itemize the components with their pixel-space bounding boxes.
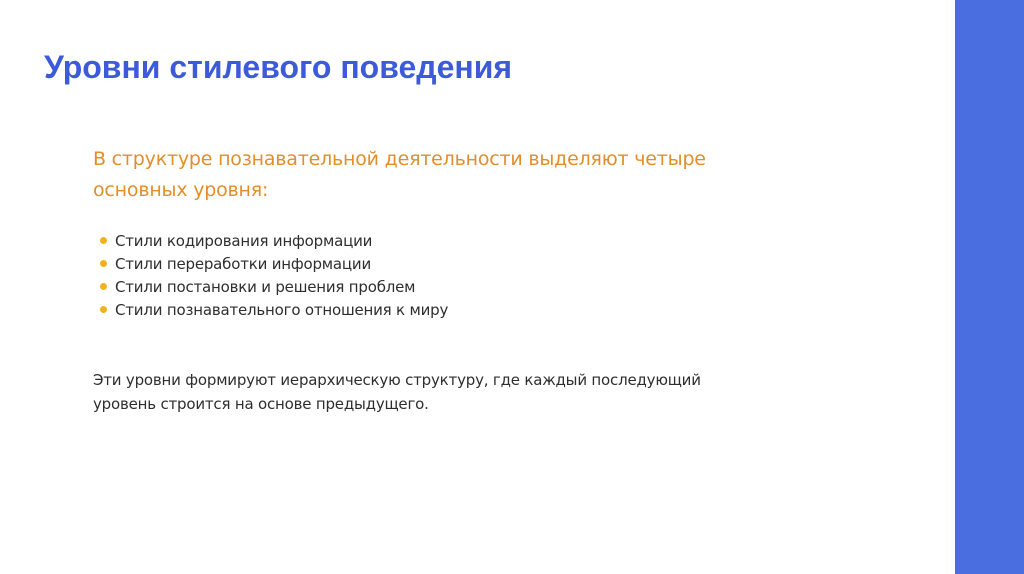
list-item [100, 298, 448, 321]
bullet-dot-icon [100, 260, 107, 267]
levels-list [100, 229, 448, 321]
slide-title: Уровни стилевого поведения [44, 49, 513, 85]
list-item-label: Стили познавательного отношения к миру [115, 300, 449, 319]
bullet-dot-icon [100, 237, 107, 244]
list-item [100, 275, 448, 298]
list-item-label: Стили постановки и решения проблем [115, 277, 416, 296]
bullet-dot-icon [100, 283, 107, 290]
decorative-side-band [955, 0, 1024, 574]
list-item-label: Стили переработки информации [115, 254, 371, 273]
list-item [100, 252, 448, 275]
bullet-dot-icon [100, 306, 107, 313]
conclusion-text: Эти уровни формируют иерархическую структуру, где каждый последующий уровень строится на основе предыдущего. [93, 371, 701, 413]
intro-text: В структуре познавательной деятельности выделяют четыре основных уровня: [93, 148, 706, 201]
list-item [100, 229, 448, 252]
list-item-label: Стили кодирования информации [115, 231, 373, 250]
